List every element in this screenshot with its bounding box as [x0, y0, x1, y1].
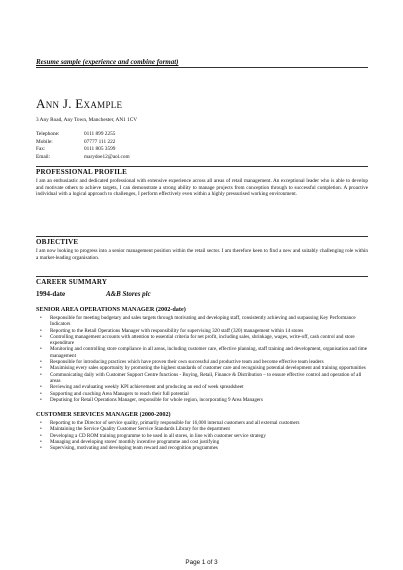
- profile-heading: PROFESSIONAL PROFILE: [36, 166, 368, 176]
- list-item: • Managing and developing stores' monthly incentive programme and cost justifying: [36, 439, 368, 445]
- contact-label: Telephone:: [36, 131, 60, 137]
- contact-value: 07777 111 222: [84, 138, 116, 145]
- profile-text: I am an enthusiastic and dedicated professional with extensive experience across all areas of retail management. An exceptional leader who is able to develop and motivate others to achieve targets, I can demonstrate a strong ability to manage projects from conception through to successful completion. A proactive individual with a logical approach to challenges, I perform effectively even within a highly pressurised working environment.: [36, 178, 368, 198]
- contact-row: [36, 131, 130, 139]
- list-item: • Reporting to the Retail Operations Manager with responsibility for supervising 320 staff (320) management within 14 stores: [36, 328, 368, 334]
- career-section: [36, 276, 368, 452]
- contact-details: [36, 131, 130, 161]
- page-number: Page 1 of 3: [185, 559, 218, 566]
- employment-date: 1994-date: [36, 290, 66, 298]
- list-item: • Supervising, motivating and developing team reward and recognition programmes: [36, 445, 368, 451]
- contact-label: Mobile:: [36, 138, 53, 145]
- list-item: • Responsible for meeting budgetary and sales targets through motivating and developing staff, consistently achieving and surpassing Key Performance Indicators: [36, 315, 368, 328]
- candidate-address: 3 Any Road, Any Town, Manchester, AN1 1CV: [36, 117, 138, 123]
- job-title: SENIOR AREA OPERATIONS MANAGER (2002-date): [36, 306, 186, 313]
- document-title: Resume sample (experience and combine format): [36, 58, 368, 68]
- contact-label: Email:: [36, 153, 51, 160]
- job-duties-list: [36, 315, 368, 403]
- employment-row: [36, 290, 368, 298]
- list-item: • Developing a CD ROM training programme to be used in all stores, in line with customer service strategy: [36, 433, 368, 439]
- profile-section: [36, 166, 368, 198]
- contact-label: Fax:: [36, 146, 46, 153]
- employer-name: A&B Stores plc: [106, 290, 151, 298]
- objective-text: I am now looking to progress into a senior management position within the retail sector. I am therefore keen to find a new and suitably challenging role within a market-leading organisation.: [36, 248, 368, 261]
- candidate-name: Ann J. Example: [36, 96, 123, 111]
- objective-heading: OBJECTIVE: [36, 236, 368, 246]
- list-item: • Maximising every sales opportunity by promoting the highest standards of customer care and recognising potential development and training opportunities: [36, 365, 368, 371]
- contact-row: [36, 154, 130, 162]
- objective-section: [36, 236, 368, 261]
- list-item: • Deputising for Retail Operations Manager, responsible for whole region, incorporating 9 Area Managers: [36, 397, 368, 403]
- job-duties-list: [36, 420, 368, 451]
- list-item: • Reporting to the Director of service quality, primarily responsible for 16,000 internal customers and all external customers: [36, 420, 368, 426]
- contact-value: 0111 899 2255: [84, 131, 116, 137]
- list-item: • Reviewing and evaluating weekly KPI achievement and producing an end of week spreadsheet: [36, 384, 368, 390]
- contact-row: [36, 139, 130, 147]
- list-item: • Controlling management accounts with attention to essential criteria for net profit, including sales, shrinkage, wages, write-off, cash control and store expenditure: [36, 334, 368, 347]
- list-item: • Maintaining the Service Quality Customer Service Standards Library for the department: [36, 426, 368, 432]
- list-item: • Responsible for introducing practices which have proven their own successful and productive team and become effective team leaders: [36, 359, 368, 365]
- job-title: CUSTOMER SERVICES MANAGER (2000-2002): [36, 411, 171, 419]
- contact-email[interactable]: marydoe12@aol.com: [84, 153, 130, 160]
- list-item: • Supporting and coaching Area Managers to reach their full potential: [36, 391, 368, 397]
- contact-row: [36, 146, 130, 154]
- career-heading: CAREER SUMMARY: [36, 276, 368, 286]
- list-item: • Monitoring and controlling store compliance in all areas, including customer care, effective planning, staff training and development, organisation and time management: [36, 346, 368, 359]
- list-item: • Communicating daily with Customer Support Centre functions - Buying, Retail, Finance & Distribution – to ensure effective control and operation of all areas: [36, 372, 368, 385]
- contact-value: 0111 805 3599: [84, 146, 116, 153]
